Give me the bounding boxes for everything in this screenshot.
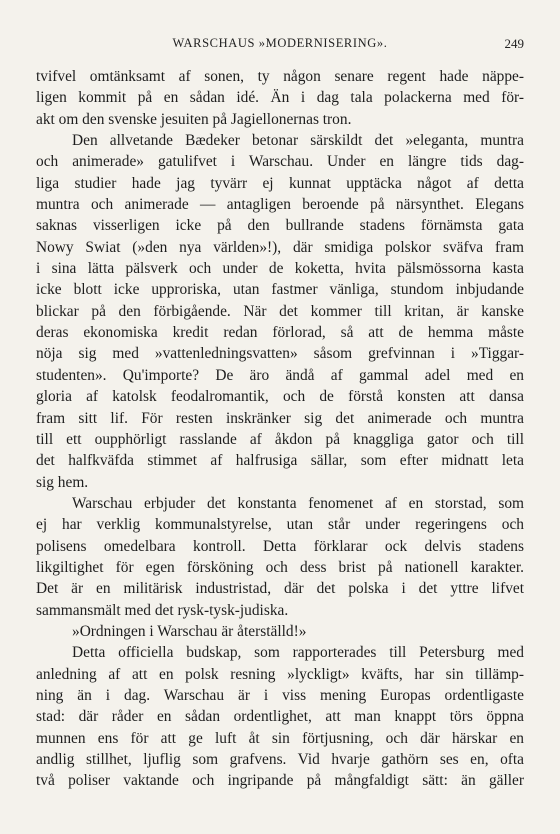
text-line: blickar på den förbigående. När det kommer till kritan, är kanske [36,302,524,320]
text-line: Detta officiella budskap, som rapporterades till Petersburg med [72,644,524,662]
text-line: munnen ens för att ge luft åt sin förtjusning, och där härskar en [36,729,524,747]
text-line: nöja sig med »vattenledningsvatten» såsom grefvinnan i »Tiggar- [36,345,524,363]
text-line: i sina lätta pälsverk och under de koketta, hvita pälsmössorna kasta [36,260,524,278]
text-line: deras ekonomiska kredit redan förlorad, så att de hemma måste [36,324,524,342]
text-line: ej har verklig kommunalstyrelse, utan står under regeringens och [36,516,524,534]
text-line: likgiltighet för egen försköning och dess brist på nationell karakter. [36,558,524,576]
text-line: ning än i dag. Warschau är i viss mening Europas ordentligaste [36,686,524,704]
body-text [36,66,524,792]
text-line: två poliser vaktande och ingripande på mångfaldigt sätt: än gäller [36,772,524,790]
text-line: »Ordningen i Warschau är återställd!» [72,622,307,640]
text-line: tvifvel omtänksamt af sonen, ty någon senare regent hade näppe- [36,68,524,85]
text-line: polisens omedelbara kontroll. Detta förklarar ock delvis stadens [36,537,524,555]
text-line: icke blott icke upproriska, utan fastmer vänliga, stundom inbjudande [36,281,524,299]
text-line: saknas visserligen icke på den bullrande stadens förnämsta gata [36,217,524,235]
text-line: fram sitt lif. För resten inskränker sig det animerade och muntra [36,409,524,427]
text-line: liga studier hade jag tyvärr ej kunnat upptäcka något af detta [36,174,524,192]
text-line: Det är en militärisk industristad, där det polska i det yttre lifvet [36,580,524,598]
text-line: sammansmält med det rysk-tysk-judiska. [36,601,289,619]
page-header [36,36,524,54]
running-title: WARSCHAUS »MODERNISERING». [172,36,388,50]
page-number: 249 [504,36,524,51]
text-line: stad: där råder en sådan ordentlighet, att man knappt törs öppna [36,708,524,726]
text-line: ligen kommit på en sådan idé. Än i dag tala polackerna med för- [36,89,524,107]
text-line: sig hem. [36,473,89,491]
text-line: anledning af att en polsk resning »lyckligt» kväfts, har sin tillämp- [36,665,524,683]
text-line: Nowy Swiat (»den nya världen»!), där smidiga polskor sväfva fram [36,238,524,256]
text-line: och animerade» gatulifvet i Warschau. Under en längre tids dag- [36,153,524,171]
text-line: muntra och animerade — antagligen beroende på närsynthet. Elegans [36,196,524,214]
text-line: Warschau erbjuder det konstanta fenomenet af en storstad, som [72,494,524,512]
text-line: andlig stillhet, ljuflig som grafvens. Vid hvarje gathörn ses en, ofta [36,751,524,768]
text-line: Den allvetande Bædeker betonar särskildt det »eleganta, muntra [72,132,524,150]
text-line: gloria af katolsk feodalromantik, och de förstå konsten att dansa [36,388,524,406]
text-line: studenten». Qu'importe? De äro ändå af gammal adel med en [36,366,524,384]
text-line: akt om den svenske jesuiten på Jagiellonernas tron. [36,110,352,128]
text-line: det halfkväfda stimmet af halfrusiga sällar, som efter midnatt leta [36,452,524,470]
text-line: till ett oupphörligt rasslande af åkdon på knaggliga gator och till [36,430,524,448]
